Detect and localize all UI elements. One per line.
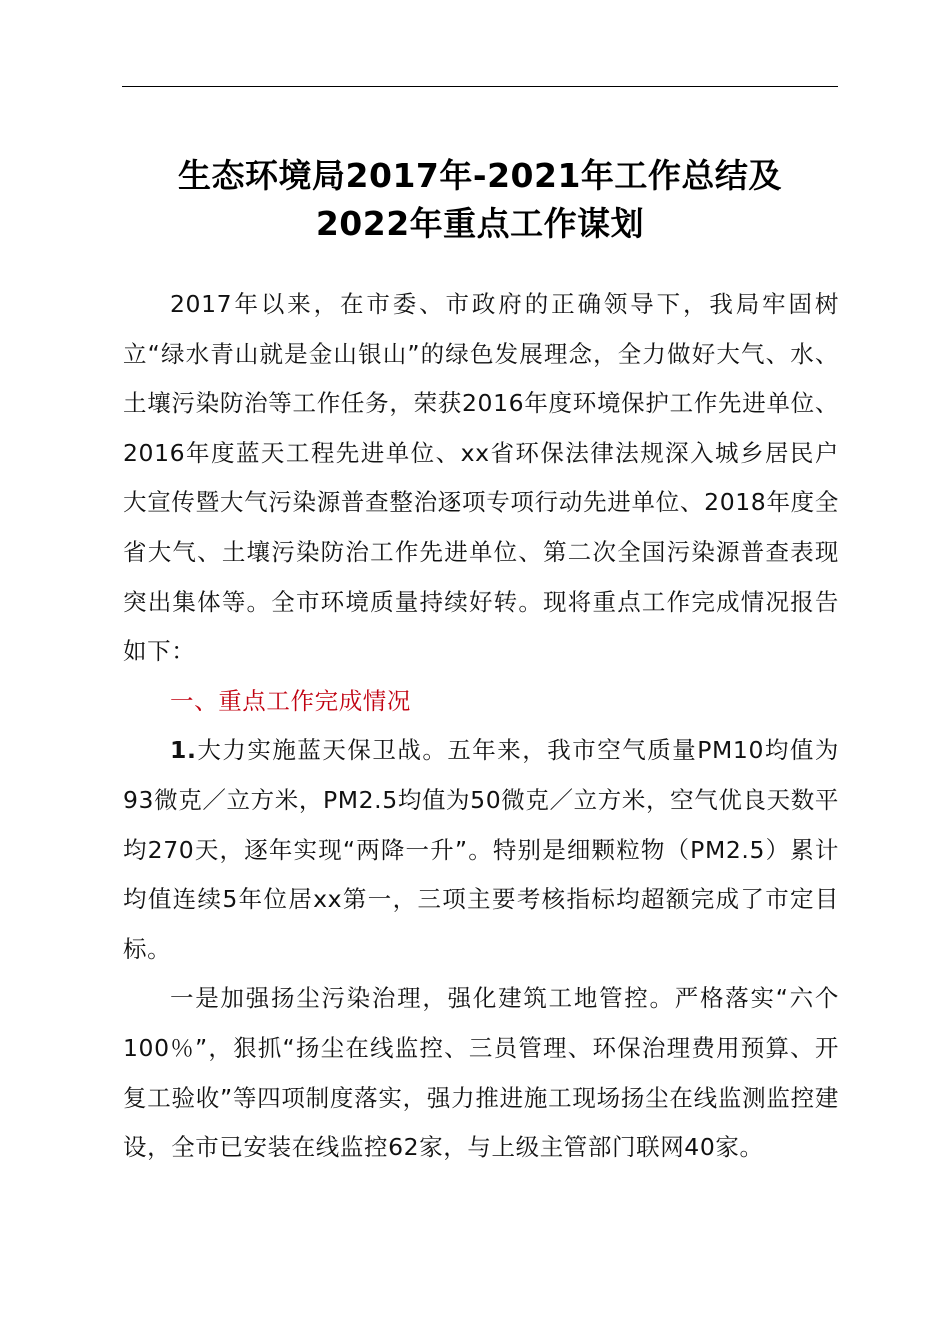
title-line-1: 生态环境局2017年-2021年工作总结及 — [178, 156, 782, 195]
item-1-text: 大力实施蓝天保卫战。五年来，我市空气质量PM10均值为93微克／立方米，PM2.5均值为50微克／立方米，空气优良天数平均270天，逐年实现“两降一升”。特别是细颗粒物（PM2.5）累计均值连续5年位居xx第一，三项主要考核指标均超额完成了市定目标。 — [123, 736, 839, 963]
document-title — [100, 152, 860, 248]
title-line-2: 2022年重点工作谋划 — [315, 204, 645, 243]
dust-control-paragraph: 一是加强扬尘污染治理，强化建筑工地管控。严格落实“六个100％”，狠抓“扬尘在线监控、三员管理、环保治理费用预算、开复工验收”等四项制度落实，强力推进施工现场扬尘在线监测监控建设，全市已安装在线监控62家，与上级主管部门联网40家。 — [123, 984, 839, 1162]
item-1-paragraph — [123, 726, 839, 974]
header-rule — [122, 86, 838, 87]
document-body — [123, 280, 839, 1173]
intro-paragraph: 2017年以来，在市委、市政府的正确领导下，我局牢固树立“绿水青山就是金山银山”的绿色发展理念，全力做好大气、水、土壤污染防治等工作任务，荣获2016年度环境保护工作先进单位、2016年度蓝天工程先进单位、xx省环保法律法规深入城乡居民户大宣传暨大气污染源普查整治逐项专项行动先进单位、2018年度全省大气、土壤污染防治工作先进单位、第二次全国污染源普查表现突出集体等。全市环境质量持续好转。现将重点工作完成情况报告如下： — [123, 290, 839, 666]
section-heading: 一、重点工作完成情况 — [170, 686, 411, 715]
item-1-number: 1. — [170, 736, 197, 765]
